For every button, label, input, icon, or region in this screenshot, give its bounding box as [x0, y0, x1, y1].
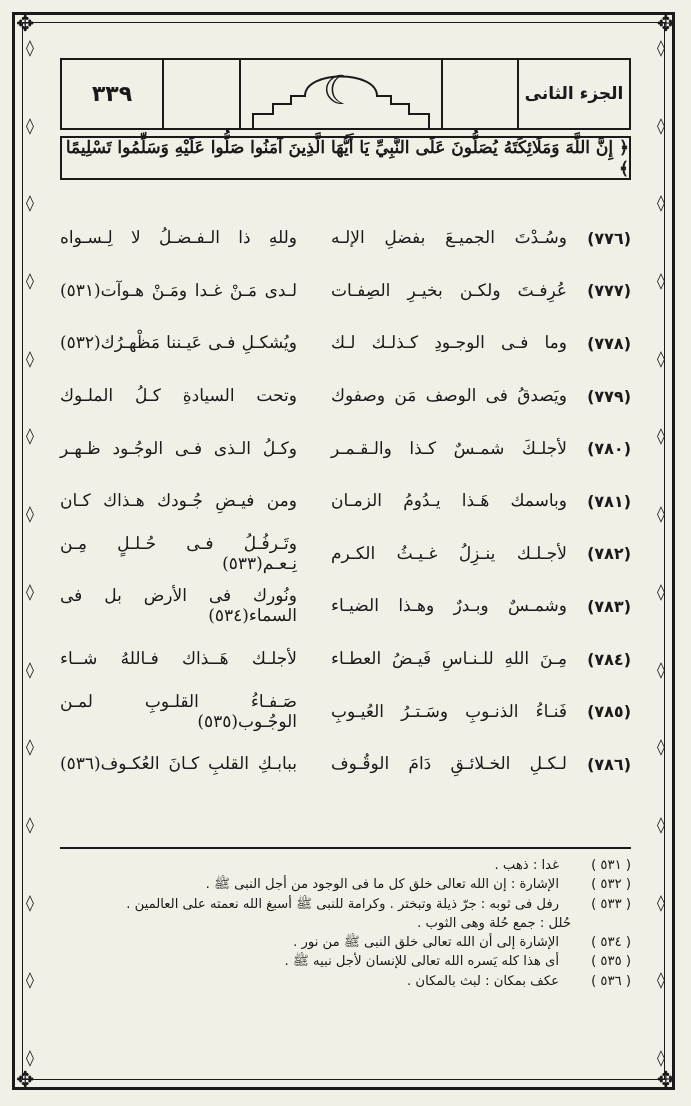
verse-number: (٧٧٩)	[587, 386, 631, 406]
footnote-text: رفل فى ثوبه : جرّ ذيلة وتبختر . وكرامة للنبى ﷺ أسبغ الله نعمته على العالمين .	[126, 896, 559, 912]
verse-first-hemistich: وسُـدْتَ الجميـعَ بفضلِ الإلـه	[331, 228, 567, 249]
verse-first-hemistich: ويَصدقُ فى الوصف مَن وصفوك	[331, 386, 567, 407]
border-rail-left: ◊ ◊ ◊ ◊ ◊ ◊ ◊ ◊ ◊ ◊ ◊ ◊ ◊ ◊	[26, 38, 34, 1067]
verse-row	[60, 738, 631, 791]
verse-first-hemistich: لأجلـكَ شمـسٌ كـذا والـقـمـر	[331, 438, 567, 459]
verse-first-hemistich: مِـنَ اللهِ للـنـاسِ فَيـضُ العطـاء	[331, 649, 567, 670]
verse-number: (٧٧٧)	[587, 281, 631, 301]
verse-second-hemistich: لأجلـك هَــذاك فـاللهُ شــاء	[60, 649, 297, 670]
footnote	[60, 895, 631, 914]
footnote	[60, 972, 631, 991]
verse-number: (٧٨٥)	[587, 702, 631, 722]
verse-second-hemistich: وللهِ ذا الـفـضـلُ لا لِـسـواه	[60, 228, 297, 249]
footnote-number: ( ٥٣٦ )	[591, 973, 631, 989]
verse-number: (٧٨٣)	[587, 596, 631, 616]
verse-row	[60, 475, 631, 528]
footnote-number: ( ٥٣٢ )	[591, 877, 631, 893]
verse-first-hemistich: لـكـلِ الخـلائـقِ دَامَ الوقُـوف	[331, 754, 567, 775]
verse-second-hemistich: ببابـكِ القلبِ كـانَ العُكـوف(٥٣٦)	[60, 754, 297, 775]
verse-number: (٧٧٨)	[587, 333, 631, 353]
footnote-text: أى هذا كله يَسره الله تعالى للإنسان لأجل نبيه ﷺ .	[284, 954, 559, 970]
footnote-number: ( ٥٣٣ )	[591, 896, 631, 912]
verse-row	[60, 370, 631, 423]
verse-number: (٧٨١)	[587, 491, 631, 511]
footnote	[60, 875, 631, 894]
verse-row	[60, 317, 631, 370]
verse-number: (٧٨٦)	[587, 754, 631, 774]
verse-first-hemistich: عُرِفـتَ ولكـن بخيـرِ الصِفـات	[331, 280, 567, 301]
corner-ornament-icon: ✥	[16, 1068, 35, 1093]
page-number: ٣٣٩	[91, 81, 133, 107]
verse-row	[60, 633, 631, 686]
header-arch	[239, 60, 441, 128]
verse-first-hemistich: فَنـاءُ الذنـوبِ وسَـتـرُ العُيـوبِ	[331, 701, 567, 722]
footnote-number: ( ٥٣١ )	[591, 858, 631, 873]
verse-row	[60, 265, 631, 318]
verse-number: (٧٨٤)	[587, 649, 631, 669]
verse-second-hemistich: ويُشكـلِ فـى عَيـننا مَظْهـرُك(٥٣٢)	[60, 333, 297, 354]
verse-row	[60, 212, 631, 265]
verse-second-hemistich: صَـفـاءُ القلـوبِ لمـن الوجُـوب(٥٣٥)	[60, 691, 297, 732]
corner-ornament-icon: ✥	[656, 1068, 675, 1093]
verse-second-hemistich: وكـلُ الـذى فـى الوجُـود ظـهـر	[60, 438, 297, 459]
verse-second-hemistich: لـدى مَـنْ غـدا ومَـنْ هـوآت(٥٣١)	[60, 280, 297, 301]
verse-first-hemistich: وما فـى الوجـودِ كـذلـك لـك	[331, 333, 567, 354]
verse-row	[60, 422, 631, 475]
footnote-text: حُلل : جمع حُلة وهى الثوب .	[417, 915, 571, 931]
footnote-divider	[60, 847, 631, 849]
corner-ornament-icon: ✥	[16, 12, 35, 37]
verse-first-hemistich: وشمـسٌ وبـدرٌ وهـذا الضيـاء	[331, 596, 567, 617]
footnote-text: الإشارة إلى أن الله تعالى خلق النبى ﷺ من نور .	[293, 935, 559, 951]
footnotes	[60, 856, 631, 991]
verse-number: (٧٨٢)	[587, 544, 631, 564]
header-blank-cell	[441, 60, 518, 128]
footnote-text: الإشارة : إن الله تعالى خلق كل ما فى الوجود من أجل النبى ﷺ .	[205, 877, 559, 893]
verse-number: (٧٨٠)	[587, 439, 631, 459]
footnote-number: ( ٥٣٥ )	[591, 954, 631, 970]
footnote	[60, 952, 631, 971]
footnote	[60, 933, 631, 952]
verse-second-hemistich: وتَـرفُـلُ فـى حُـلـلٍ مِـن نِـعـم(٥٣٣)	[60, 533, 297, 574]
footnote-text: عكف بمكان : لبث بالمكان .	[407, 973, 559, 989]
border-rail-right: ◊ ◊ ◊ ◊ ◊ ◊ ◊ ◊ ◊ ◊ ◊ ◊ ◊ ◊	[657, 38, 665, 1067]
verse-first-hemistich: لأجـلـك ينـزِلُ غـيـثُ الكـرم	[331, 543, 567, 564]
crescent-icon: ☾	[322, 68, 359, 114]
verse-first-hemistich: وباسمك هَـذا يـدُومُ الزمـان	[331, 491, 567, 512]
footnote	[60, 856, 631, 875]
corner-ornament-icon: ✥	[656, 12, 675, 37]
verse-second-hemistich: ومن فيـضِ جُـودك هـذاك كـان	[60, 491, 297, 512]
verse-second-hemistich: وتحت السيادةِ كـلُ الملـوك	[60, 386, 297, 407]
quran-verse-band: ﴿ إِنَّ اللَّهَ وَمَلَائِكَتَهُ يُصَلُّونَ عَلَى النَّبِيِّ يَا أَيُّهَا الَّذِينَ آمَنُوا صَلُّوا عَلَيْهِ وَسَلِّمُوا تَسْلِيمًا ﴾	[60, 136, 631, 180]
poem-verses	[60, 212, 631, 791]
verse-row	[60, 528, 631, 581]
footnote-number: ( ٥٣٤ )	[591, 935, 631, 951]
footnote-text: غدا : ذهب .	[494, 858, 559, 873]
verse-number: (٧٧٦)	[587, 228, 631, 248]
footnote	[60, 914, 631, 933]
page-header	[60, 58, 631, 130]
verse-row	[60, 685, 631, 738]
verse-second-hemistich: ونُورك فى الأرض بل فى السماء(٥٣٤)	[60, 586, 297, 627]
part-title: الجزء الثانى	[517, 60, 629, 128]
header-blank-cell	[162, 60, 239, 128]
verse-row	[60, 580, 631, 633]
